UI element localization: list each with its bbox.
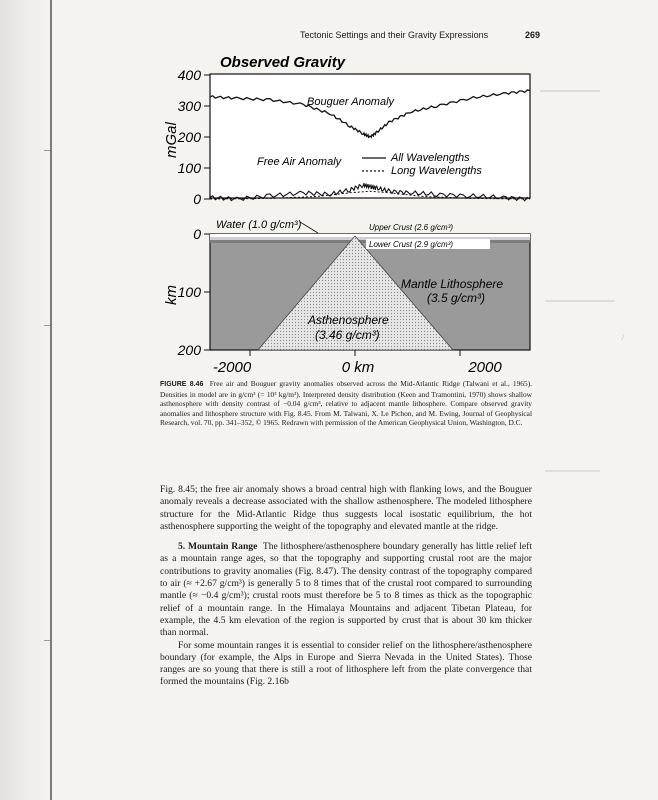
caption-label: FIGURE 8.46	[160, 381, 204, 388]
page-number: 269	[524, 30, 540, 40]
paragraph-1: Fig. 8.45; the free air anomaly shows a broad central high with flanking lows, and the Bouguer anomaly reveals a decrease associated with the shallow asthenosphere. The modeled lithosphere structure for the Mid-Atlantic Ridge thus suggests local isostatic equilibrium, the hot asthenosphere supporting the weight of the topography and elevated mantle at the ridge.	[160, 484, 532, 532]
pencil-mark: ~	[615, 332, 631, 342]
ytick-0: 0	[193, 191, 201, 207]
gravity-panel	[163, 54, 530, 207]
x-tick-0: 0 km	[341, 359, 375, 376]
bleed-through	[545, 470, 600, 472]
depth-tick-200: 200	[177, 342, 201, 358]
gravity-title: Observed Gravity	[220, 54, 346, 71]
gravity-ylabel: mGal	[163, 122, 180, 158]
figure-caption	[160, 379, 532, 428]
water-leader	[300, 222, 318, 233]
lower-crust-label: Lower Crust (2.9 g/cm³)	[369, 240, 454, 249]
binding-mark	[44, 640, 50, 641]
x-axis-ticks	[213, 359, 503, 376]
model-ylabel: km	[163, 285, 180, 305]
ytick-300: 300	[177, 98, 201, 114]
model-y-ticks	[177, 226, 202, 358]
section-heading: 5. Mountain Range	[178, 541, 258, 553]
figure-8-46	[0, 0, 658, 380]
free-air-label: Free Air Anomaly	[257, 156, 342, 168]
mantle-density-label: (3.5 g/cm³)	[427, 291, 486, 305]
paragraph-2	[160, 541, 532, 639]
ytick-100: 100	[177, 160, 201, 176]
legend-all-wavelengths: All Wavelengths	[391, 152, 470, 164]
running-title: Tectonic Settings and their Gravity Expressions	[300, 30, 489, 40]
depth-tick-0: 0	[193, 226, 201, 242]
legend-long-wavelengths: Long Wavelengths	[391, 165, 482, 177]
depth-tick-100: 100	[177, 284, 201, 300]
asthenosphere-density-label: (3.46 g/cm³)	[315, 328, 380, 342]
ytick-200: 200	[177, 129, 201, 145]
water-label: Water (1.0 g/cm³)	[216, 219, 302, 231]
ytick-400: 400	[177, 67, 201, 83]
density-model-panel	[163, 219, 530, 376]
body-text	[160, 484, 532, 689]
caption-text: Free air and Bouguer gravity anomalies observed across the Mid-Atlantic Ridge (Talwani et al., 1965). Densities in model are in g/cm³ (= 10³ kg/m³). Interpreted density distribution (Keen and Tramontini, 1970) shows shallow asthenosphere with density contrast of −0.04 g/cm³, relative to adjacent mantle lithosphere. Compare observed gravity anomalies and lithosphere structure with Fig. 8.45. From M. Talwani, X. Le Pichon, and M. Ewing, Journal of Geophysical Research, vol. 70, pp. 341–352, © 1965. Redrawn with permission of the American Geophysical Union, Washington, D.C.	[160, 379, 532, 428]
paragraph-2-text: The lithosphere/asthenosphere boundary generally has little relief left as a mountain range ages, so that the topography and supporting crustal root are the major contributions to gravity anomalies (Fig. 8.47). The density contrast of the topography compared to air (≈ +2.67 g/cm³) is generally 5 to 8 times that of the crustal root compared to surrounding mantle (≈ −0.4 g/cm³); crustal roots must therefore be 5 to 8 times as thick as the topographic relief of a mountain range. In the Himalaya Mountains and adjacent Tibetan Plateau, for example, the 4.5 km elevation of the region is supported by crust that is about 30 km thicker than normal.	[160, 541, 533, 639]
bouguer-label: Bouguer Anomaly	[307, 96, 395, 108]
upper-crust-label: Upper Crust (2.6 g/cm³)	[369, 223, 454, 232]
x-tick-2000: 2000	[468, 359, 502, 376]
x-tick-minus-2000: -2000	[212, 359, 252, 376]
mantle-label: Mantle Lithosphere	[401, 277, 504, 291]
paragraph-3: For some mountain ranges it is essential to consider relief on the lithosphere/asthenosphere boundary (for example, the Alps in Europe and Sierra Nevada in the United States). Those ranges are so young that there is still a root of lithosphere left from the plate convergence that formed the mountains (Fig. 2.16b	[160, 639, 532, 688]
gravity-y-ticks	[177, 67, 202, 207]
asthenosphere-label: Asthenosphere	[308, 313, 389, 327]
water-layer	[210, 234, 530, 237]
